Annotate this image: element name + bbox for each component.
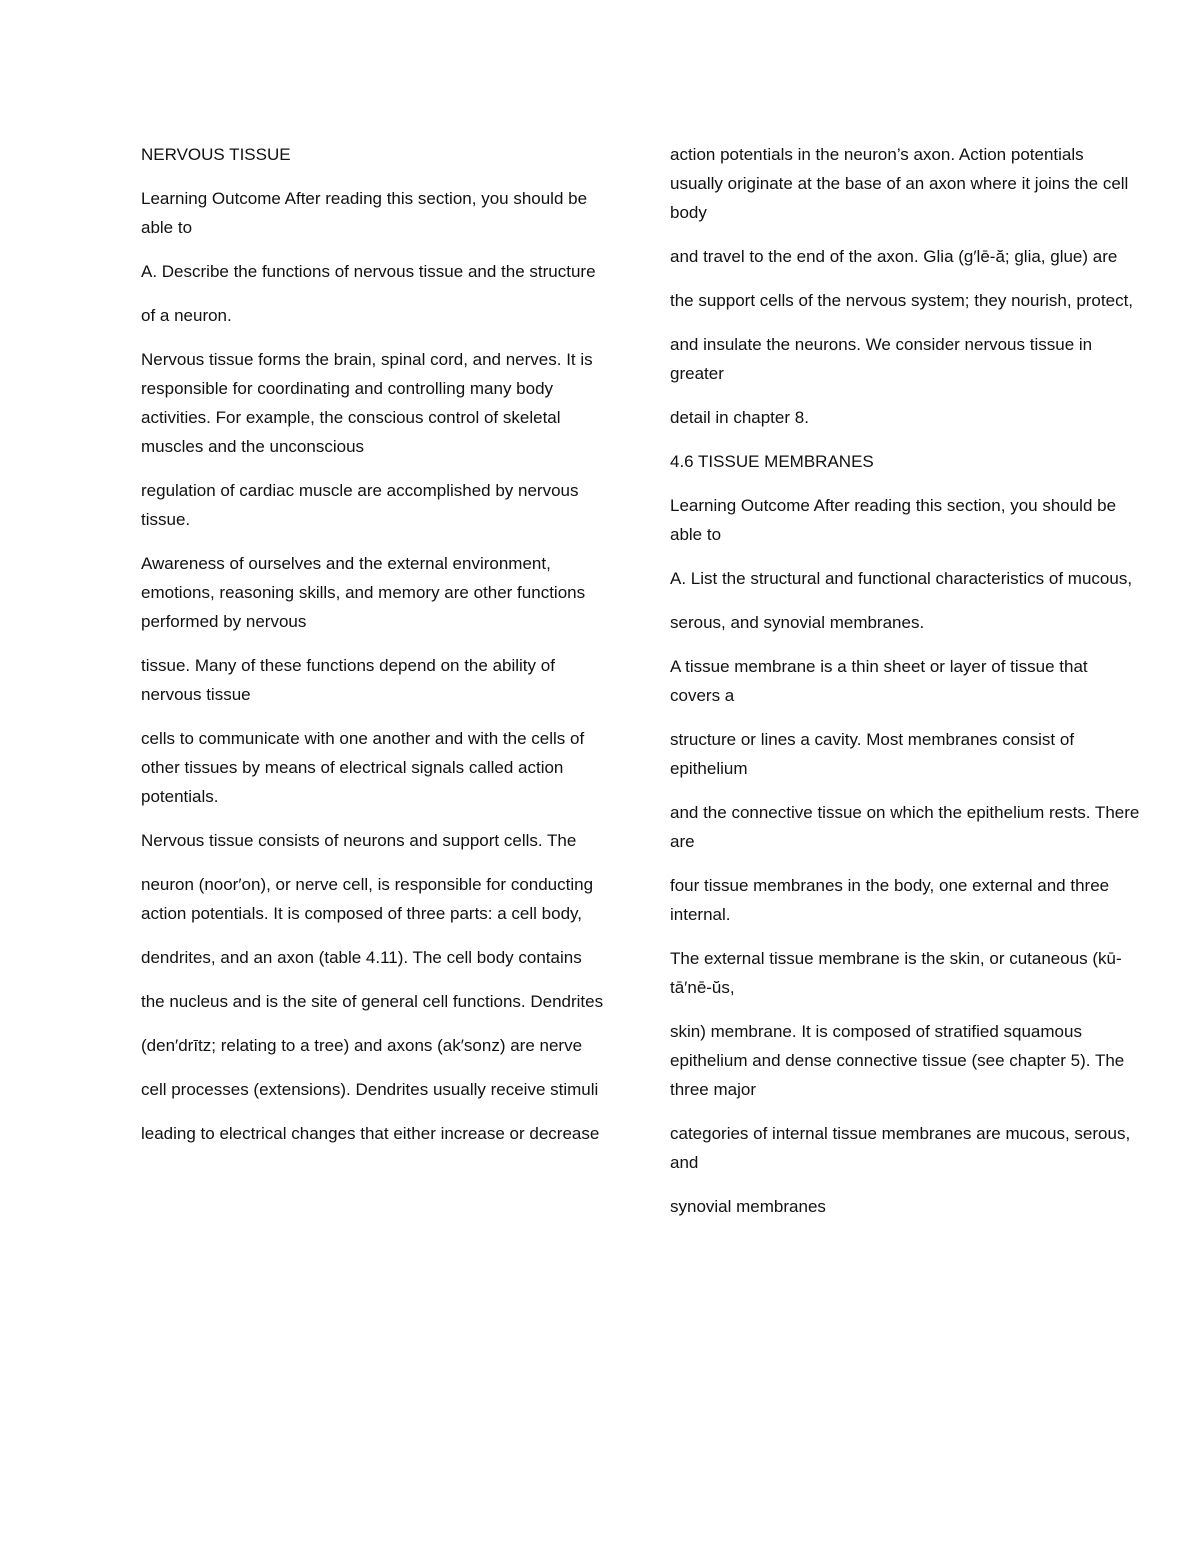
- paragraph: Nervous tissue consists of neurons and support cells. The: [141, 831, 577, 850]
- paragraph: dendrites, and an axon (table 4.11). The cell body contains: [141, 948, 582, 967]
- paragraph: A tissue membrane is a thin sheet or layer of tissue that covers a: [670, 657, 1088, 705]
- paragraph: regulation of cardiac muscle are accomplished by nervous tissue.: [141, 481, 579, 529]
- paragraph: skin) membrane. It is composed of stratified squamous epithelium and dense connective tissue (see chapter 5). The three major: [670, 1022, 1125, 1099]
- learning-outcome-item: A. Describe the functions of nervous tissue and the structure: [141, 262, 596, 281]
- paragraph: synovial membranes: [670, 1197, 826, 1216]
- paragraph: and travel to the end of the axon. Glia (g′lē-ă; glia, glue) are: [670, 247, 1118, 266]
- paragraph: the nucleus and is the site of general cell functions. Dendrites: [141, 992, 604, 1011]
- paragraph: tissue. Many of these functions depend on the ability of nervous tissue: [141, 656, 555, 704]
- section-heading-tissue-membranes: 4.6 TISSUE MEMBRANES: [670, 452, 874, 471]
- paragraph: the support cells of the nervous system; they nourish, protect,: [670, 291, 1134, 310]
- paragraph: serous, and synovial membranes.: [670, 613, 925, 632]
- paragraph: leading to electrical changes that either increase or decrease: [141, 1124, 600, 1143]
- left-column: [141, 140, 611, 1163]
- learning-outcome-intro: Learning Outcome After reading this section, you should be able to: [141, 189, 588, 237]
- paragraph: detail in chapter 8.: [670, 408, 809, 427]
- section-heading-nervous-tissue: NERVOUS TISSUE: [141, 145, 291, 164]
- learning-outcome-intro: Learning Outcome After reading this section, you should be able to: [670, 496, 1117, 544]
- paragraph: action potentials in the neuron’s axon. Action potentials usually originate at the base of an axon where it joins the cell body: [670, 145, 1129, 222]
- paragraph: neuron (noor′on), or nerve cell, is responsible for conducting action potentials. It is composed of three parts: a cell body,: [141, 875, 594, 923]
- paragraph: Awareness of ourselves and the external environment, emotions, reasoning skills, and memory are other functions performed by nervous: [141, 554, 586, 631]
- paragraph: categories of internal tissue membranes are mucous, serous, and: [670, 1124, 1131, 1172]
- paragraph: Nervous tissue forms the brain, spinal cord, and nerves. It is responsible for coordinating and controlling many body activities. For example, the conscious control of skeletal muscles and the unconscious: [141, 350, 593, 456]
- learning-outcome-item: A. List the structural and functional characteristics of mucous,: [670, 569, 1133, 588]
- paragraph: cell processes (extensions). Dendrites usually receive stimuli: [141, 1080, 599, 1099]
- paragraph: (den′drītz; relating to a tree) and axons (ak′sonz) are nerve: [141, 1036, 583, 1055]
- paragraph: cells to communicate with one another and with the cells of other tissues by means of electrical signals called action potentials.: [141, 729, 585, 806]
- paragraph: and the connective tissue on which the epithelium rests. There are: [670, 803, 1140, 851]
- right-column: [670, 140, 1140, 1236]
- paragraph: structure or lines a cavity. Most membranes consist of epithelium: [670, 730, 1075, 778]
- paragraph: four tissue membranes in the body, one external and three internal.: [670, 876, 1110, 924]
- paragraph: The external tissue membrane is the skin, or cutaneous (kū-tā′nē-ŭs,: [670, 949, 1122, 997]
- paragraph: and insulate the neurons. We consider nervous tissue in greater: [670, 335, 1093, 383]
- paragraph: of a neuron.: [141, 306, 232, 325]
